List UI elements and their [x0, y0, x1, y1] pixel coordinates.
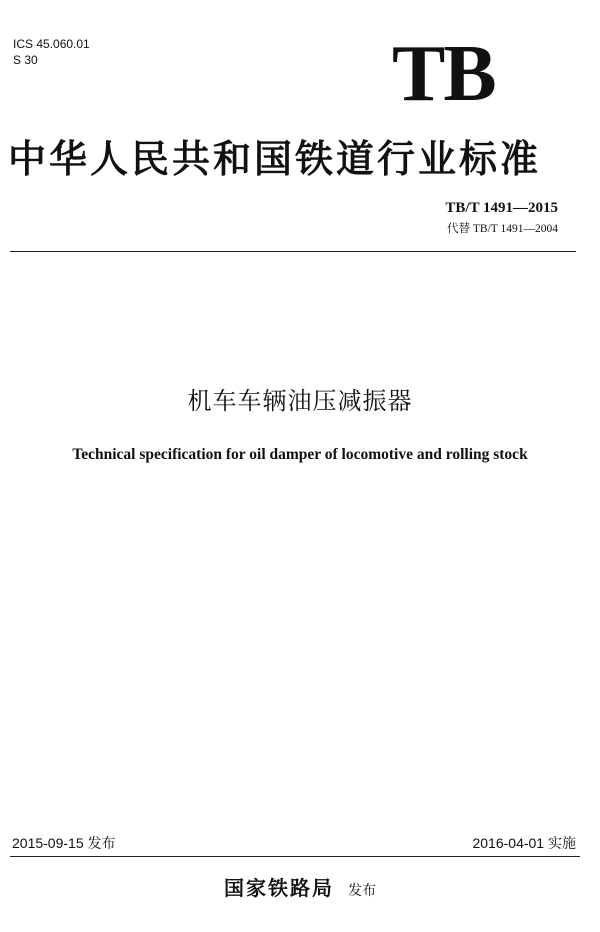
class-code: S 30	[13, 53, 38, 67]
replaces-standard: 代替 TB/T 1491—2004	[447, 223, 558, 235]
issue-date: 2015-09-15 发布	[12, 835, 116, 851]
standard-number: TB/T 1491—2015	[445, 200, 558, 216]
organization-title: 中华人民共和国铁道行业标准	[8, 136, 542, 181]
footer-divider	[10, 856, 580, 857]
tb-logo: TB	[392, 30, 495, 118]
ics-code: ICS 45.060.01	[13, 37, 90, 51]
header-divider	[10, 251, 576, 252]
publisher-line	[0, 875, 600, 904]
publisher-name: 国家铁路局	[224, 876, 334, 900]
ics-classification	[13, 36, 90, 68]
document-title-english: Technical specification for oil damper of locomotive and rolling stock	[72, 446, 528, 463]
publisher-action: 发布	[348, 883, 376, 899]
document-title-chinese: 机车车辆油压减振器	[187, 387, 413, 415]
implementation-date: 2016-04-01 实施	[472, 835, 576, 851]
